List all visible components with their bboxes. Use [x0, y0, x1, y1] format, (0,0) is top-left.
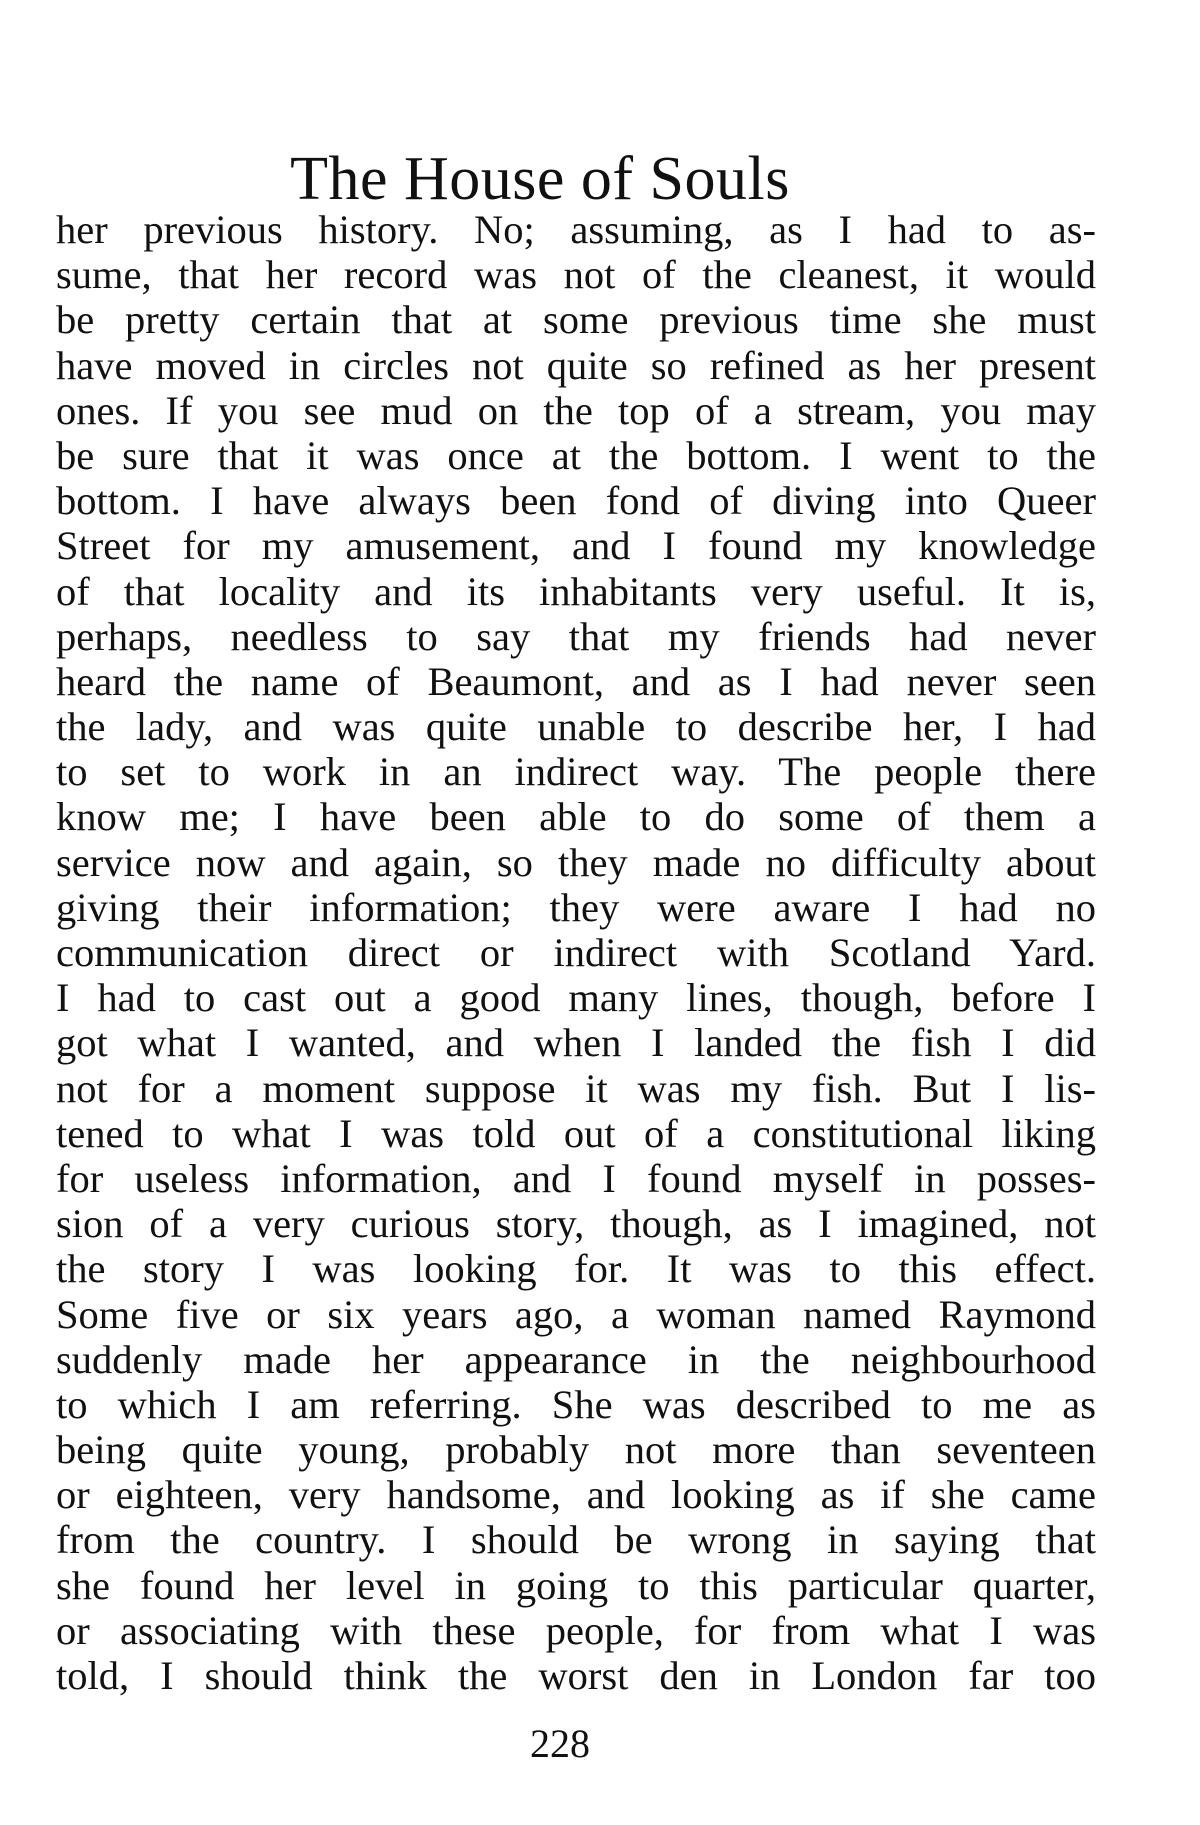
text-line: from the country. I should be wrong in saying that	[56, 1517, 1096, 1563]
text-line: being quite young, probably not more than seventeen	[56, 1427, 1096, 1473]
text-line: ones. If you see mud on the top of a stream, you may	[56, 387, 1096, 433]
text-line: have moved in circles not quite so refined as her present	[56, 342, 1096, 388]
text-line: or eighteen, very handsome, and looking as if she came	[56, 1472, 1096, 1518]
text-line: communication direct or indirect with Scotland Yard.	[56, 930, 1096, 975]
text-line: heard the name of Beaumont, and as I had never seen	[56, 658, 1096, 704]
text-line: for useless information, and I found myself in posses-	[56, 1155, 1096, 1201]
text-line: giving their information; they were aware I had no	[56, 884, 1096, 930]
text-line: I had to cast out a good many lines, though, before I	[56, 975, 1096, 1021]
text-line: sion of a very curious story, though, as I imagined, not	[56, 1201, 1096, 1247]
page-number: 228	[530, 1721, 590, 1766]
text-line: her previous history. No; assuming, as I had to as-	[56, 207, 1096, 252]
body-text	[56, 207, 1096, 1698]
text-line: the lady, and was quite unable to describe her, I had	[56, 704, 1096, 750]
text-line: or associating with these people, for from what I was	[56, 1607, 1096, 1653]
text-line: told, I should think the worst den in London far too	[56, 1653, 1096, 1698]
text-line: sume, that her record was not of the cleanest, it would	[56, 252, 1096, 298]
text-line: bottom. I have always been fond of diving into Queer	[56, 478, 1096, 524]
text-line: tened to what I was told out of a constitutional liking	[56, 1110, 1096, 1156]
text-line: got what I wanted, and when I landed the fish I did	[56, 1020, 1096, 1066]
text-line: be pretty certain that at some previous time she must	[56, 297, 1096, 343]
running-title: The House of Souls	[290, 145, 790, 213]
text-line: know me; I have been able to do some of them a	[56, 794, 1096, 840]
text-line: to set to work in an indirect way. The people there	[56, 749, 1096, 795]
text-line: the story I was looking for. It was to this effect.	[56, 1246, 1096, 1292]
text-line: she found her level in going to this particular quarter,	[56, 1562, 1096, 1608]
text-line: Some five or six years ago, a woman named Raymond	[56, 1291, 1096, 1337]
text-line: perhaps, needless to say that my friends had never	[56, 613, 1096, 659]
text-line: to which I am referring. She was described to me as	[56, 1381, 1096, 1427]
text-line: service now and again, so they made no difficulty about	[56, 839, 1096, 885]
text-line: not for a moment suppose it was my fish. But I lis-	[56, 1065, 1096, 1111]
text-line: of that locality and its inhabitants very useful. It is,	[56, 568, 1096, 614]
text-line: Street for my amusement, and I found my knowledge	[56, 523, 1096, 569]
text-line: suddenly made her appearance in the neighbourhood	[56, 1336, 1096, 1382]
text-line: be sure that it was once at the bottom. I went to the	[56, 432, 1096, 478]
